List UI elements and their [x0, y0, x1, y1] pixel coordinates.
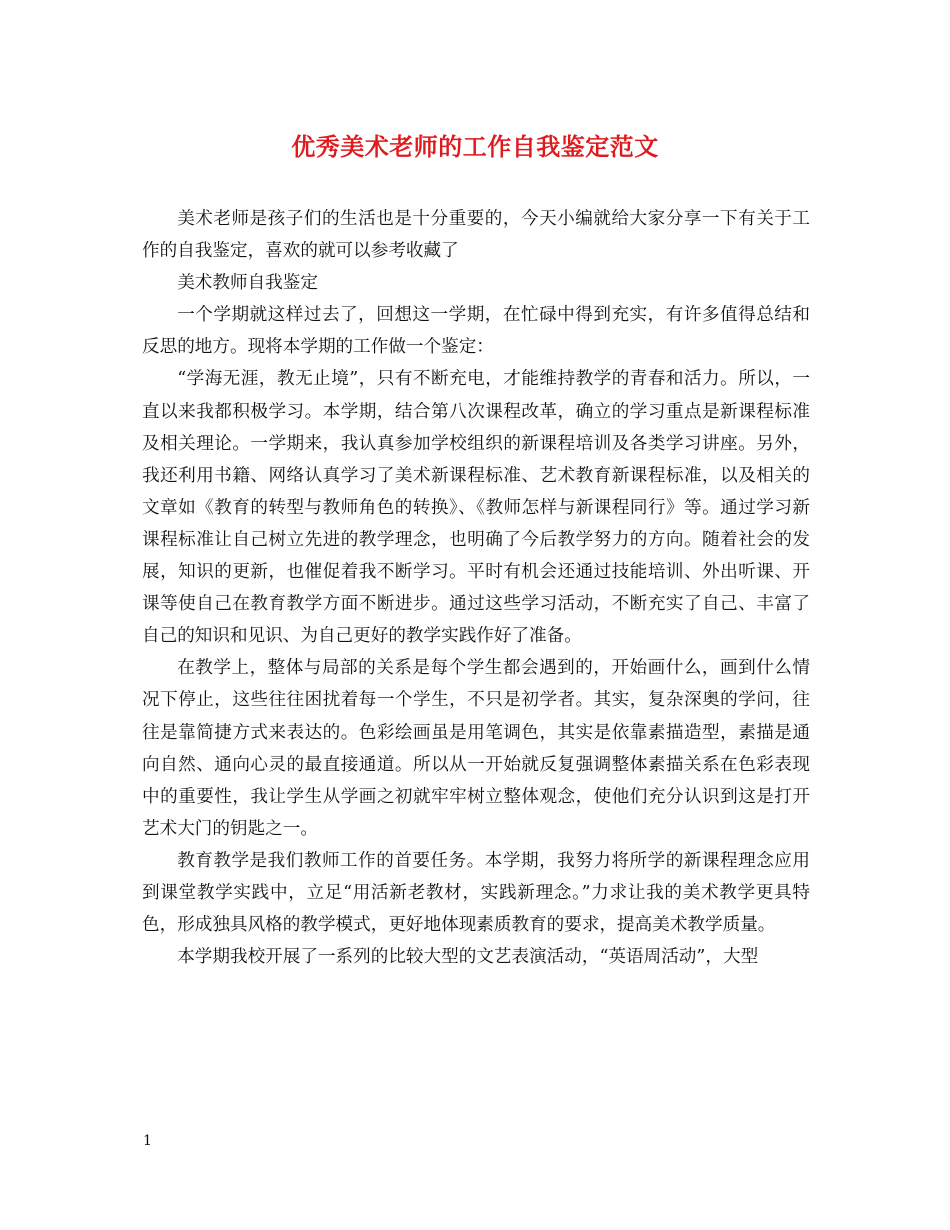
page-number: 1 [143, 1133, 152, 1149]
paragraph: 美术教师自我鉴定 [177, 273, 318, 294]
document-body [142, 203, 810, 973]
document-title: 优秀美术老师的工作自我鉴定范文 [291, 132, 659, 161]
paragraph: “学海无涯，教无止境”，只有不断充电，才能维持教学的青春和活力。所以，一直以来我都积极学习。本学期，结合第八次课程改革，确立的学习重点是新课程标准及相关理论。一学期来，我认真参加学校组织的新课程培训及各类学习讲座。另外，我还利用书籍、网络认真学习了美术新课程标准、艺术教育新课程标准，以及相关的文章如《教育的转型与教师角色的转换》、《教师怎样与新课程同行》等。通过学习新课程标准让自己树立先进的教学理念，也明确了今后教学努力的方向。随着社会的发展，知识的更新，也催促着我不断学习。平时有机会还通过技能培训、外出听课、开课等使自己在教育教学方面不断进步。通过这些学习活动，不断充实了自己、丰富了自己的知识和见识、为自己更好的教学实践作好了准备。 [142, 369, 810, 647]
paragraph: 本学期我校开展了一系列的比较大型的文艺表演活动，“英语周活动”，大型 [177, 947, 759, 968]
paragraph: 美术老师是孩子们的生活也是十分重要的，今天小编就给大家分享一下有关于工作的自我鉴定，喜欢的就可以参考收藏了 [142, 209, 810, 262]
paragraph: 一个学期就这样过去了，回想这一学期，在忙碌中得到充实，有许多值得总结和反思的地方。现将本学期的工作做一个鉴定： [142, 305, 810, 358]
paragraph: 教育教学是我们教师工作的首要任务。本学期，我努力将所学的新课程理念应用到课堂教学实践中，立足“用活新老教材，实践新理念。”力求让我的美术教学更具特色，形成独具风格的教学模式，更好地体现素质教育的要求，提高美术教学质量。 [142, 850, 810, 936]
paragraph: 在教学上，整体与局部的关系是每个学生都会遇到的，开始画什么，画到什么情况下停止，这些往往困扰着每一个学生，不只是初学者。其实，复杂深奥的学问，往往是靠简捷方式来表达的。色彩绘画虽是用笔调色，其实是依靠素描造型，素描是通向自然、通向心灵的最直接通道。所以从一开始就反复强调整体素描关系在色彩表现中的重要性，我让学生从学画之初就牢牢树立整体观念，使他们充分认识到这是打开艺术大门的钥匙之一。 [142, 658, 810, 839]
